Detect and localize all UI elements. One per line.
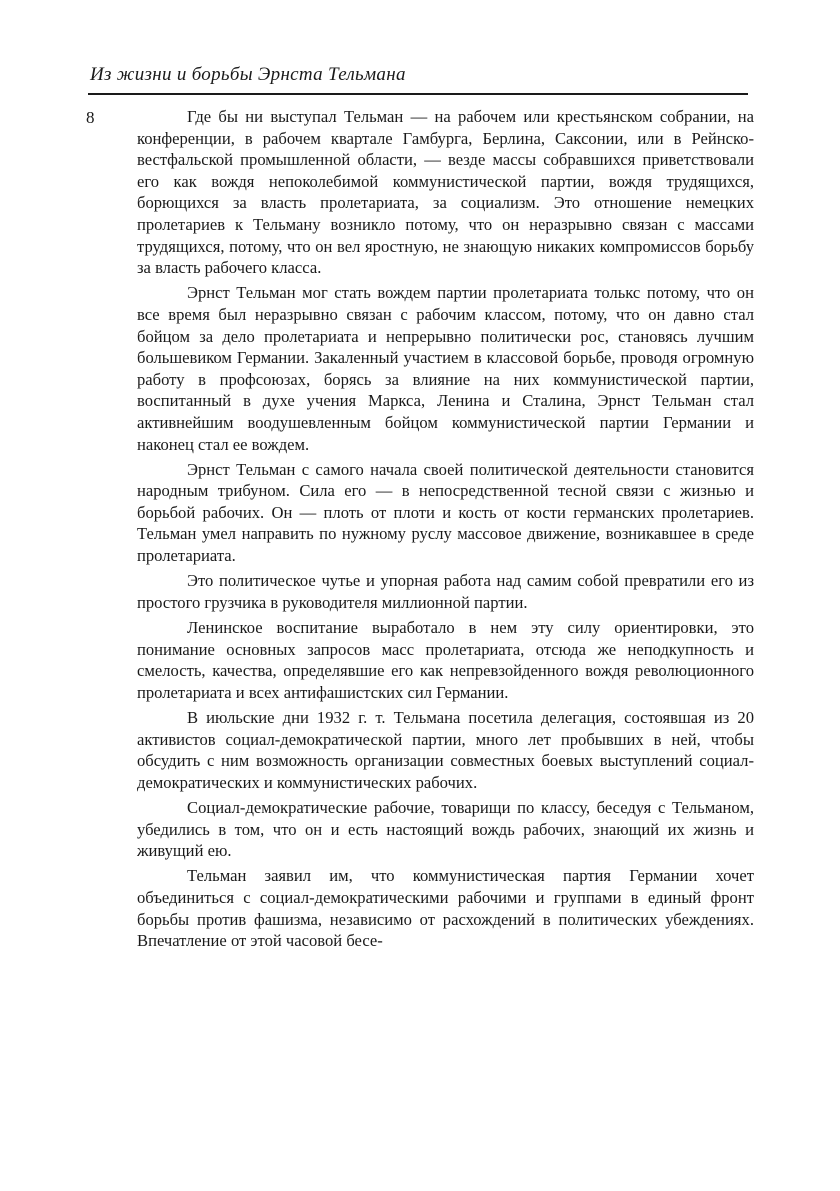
paragraph-3: Эрнст Тельман с самого начала своей политической деятельности становится народным трибуном. Сила его — в непосредственной тесной связи с жизнью и борьбой рабочих. Он — плоть от плоти и кость от кости германских пролетариев. Тельман умел направить по нужному руслу массовое движение, возникавшее в среде пролетариата.	[137, 459, 754, 566]
header-rule	[88, 93, 748, 95]
paragraph-2: Эрнст Тельман мог стать вождем партии пролетариата толькс потому, что он все время был неразрывно связан с рабочим классом, потому, что он давно стал бойцом за дело пролетариата и непрерывно политически рос, становясь лучшим большевиком Германии. Закаленный участием в классовой борьбе, проводя огромную работу в профсоюзах, борясь за влияние на них коммунистической партии, воспитанный в духе учения Маркса, Ленина и Сталина, Эрнст Тельман стал активнейшим воодушевленным бойцом коммунистической партии Германии и наконец стал ее вождем.	[137, 283, 754, 454]
paragraph-7: Социал-демократические рабочие, товарищи по классу, беседуя с Тельманом, убедились в том, что он и есть настоящий вождь рабочих, знающий их жизнь и живущий ею.	[137, 797, 754, 861]
paragraph-5: Ленинское воспитание выработало в нем эту силу ориентировки, это понимание основных запросов масс пролетариата, отсюда же неподкупность и смелость, качества, определявшие его как непревзойденного вождя революционного пролетариата и всех антифашистских сил Германии.	[137, 618, 754, 702]
paragraph-4: Это политическое чутье и упорная работа над самим собой превратили его из простого грузчика в руководителя миллионной партии.	[137, 571, 754, 612]
paragraph-1: Где бы ни выступал Тельман — на рабочем или крестьянском собрании, на конференции, в рабочем квартале Гамбурга, Берлина, Саксонии, или в Рейнско-вестфальской промышленной области, — везде массы собравшихся приветствовали его как вождя непоколебимой коммунистической партии, вождя трудящихся, борющихся за власть пролетариата, за социализм. Это отношение немецких пролетариев к Тельману возникло потому, что он неразрывно связан с массами трудящихся, потому, что он вел яростную, не знающую никаких компромиссов борьбу за власть рабочего класса.	[137, 107, 754, 278]
running-title: Из жизни и борьбы Эрнста Тельмана	[90, 64, 406, 85]
paragraph-6: В июльские дни 1932 г. т. Тельмана посетила делегация, состоявшая из 20 активистов социал-демократической партии, много лет пробывших в ней, чтобы обсудить с ним возможность организации совместных боевых выступлений социал-демократических и коммунистических рабочих.	[137, 708, 754, 792]
paragraph-8: Тельман заявил им, что коммунистическая партия Германии хочет объединиться с социал-демократическими рабочими и группами в единый фронт борьбы против фашизма, независимо от расхождений в политических убеждениях. Впечатление от этой часовой бесе-	[137, 866, 754, 951]
body-text	[137, 106, 754, 955]
page-number: 8	[86, 108, 95, 127]
